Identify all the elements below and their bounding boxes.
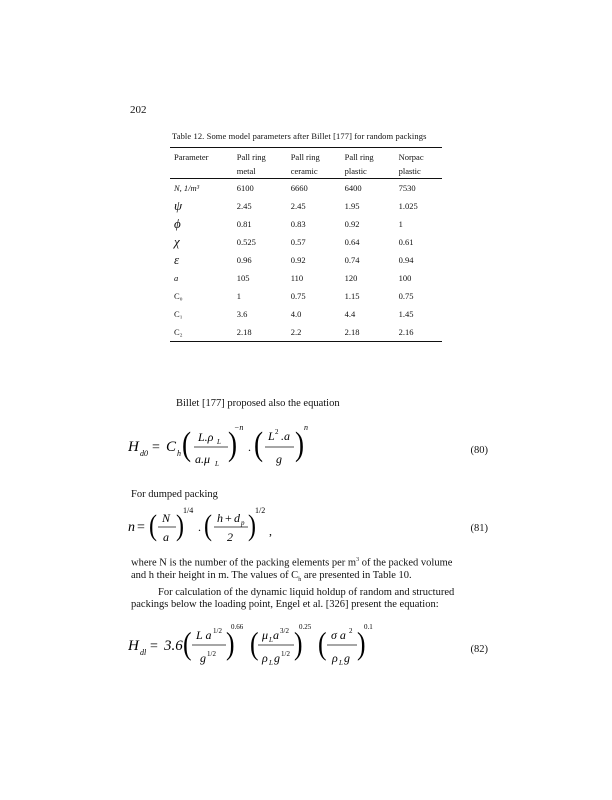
- table-row: [170, 215, 442, 233]
- svg-text:+: +: [225, 511, 232, 525]
- svg-text:ρ: ρ: [332, 651, 338, 665]
- text-line: [131, 599, 483, 612]
- header-cell: metal: [233, 164, 287, 179]
- svg-text:a: a: [273, 628, 279, 642]
- table-row: [170, 323, 442, 342]
- equation-number: (82): [470, 644, 488, 655]
- text-line: [131, 570, 483, 587]
- svg-text:d: d: [234, 511, 240, 525]
- svg-text:1/4: 1/4: [183, 506, 194, 515]
- equation-82-formula: [128, 620, 458, 675]
- param-cell: ψ: [174, 198, 183, 213]
- svg-text:μ: μ: [262, 628, 269, 642]
- value-cell: 4.4: [344, 309, 356, 319]
- header-cell: Norpac: [398, 152, 424, 162]
- svg-text:L.ρ: L.ρ: [198, 430, 214, 444]
- equation-81: [128, 505, 488, 550]
- svg-text:): ): [248, 508, 256, 542]
- text-span: and h their height in m. The values of C: [131, 570, 299, 581]
- svg-text:d0: d0: [140, 449, 148, 458]
- value-cell: 7530: [398, 183, 416, 193]
- value-cell: 2.45: [236, 201, 252, 211]
- value-cell: 6400: [344, 183, 362, 193]
- svg-text:n: n: [128, 520, 135, 535]
- svg-text:−n: −n: [234, 423, 244, 432]
- text-span: where N is the number of the packing elements per m: [131, 557, 357, 569]
- table-row: [170, 197, 442, 215]
- value-cell: 120: [344, 273, 358, 283]
- value-cell: 1.15: [344, 291, 360, 301]
- svg-text:): ): [226, 626, 235, 662]
- value-cell: 1.45: [398, 309, 414, 319]
- equation-80: [128, 418, 488, 478]
- svg-text:dl: dl: [140, 648, 147, 657]
- svg-text:): ): [294, 626, 303, 662]
- svg-text:h: h: [217, 511, 223, 525]
- value-cell: 2.16: [398, 327, 414, 337]
- value-cell: 105: [236, 273, 250, 283]
- svg-text:(: (: [183, 626, 192, 662]
- svg-text:0.1: 0.1: [364, 623, 373, 631]
- svg-text:L: L: [339, 659, 343, 667]
- svg-text:): ): [176, 508, 184, 542]
- svg-text:.: .: [198, 520, 201, 534]
- svg-text:g: g: [274, 651, 280, 665]
- parameters-table: [170, 147, 442, 342]
- header-cell: Pall ring: [236, 152, 266, 162]
- param-cell: N, 1/m³: [174, 183, 200, 193]
- value-cell: 0.74: [344, 255, 360, 265]
- param-cell: C₀: [174, 291, 183, 301]
- svg-text:L: L: [215, 460, 219, 468]
- svg-text:h: h: [177, 449, 181, 458]
- svg-text:3/2: 3/2: [280, 627, 289, 635]
- header-cell: ceramic: [287, 164, 341, 179]
- svg-text:(: (: [204, 508, 212, 542]
- value-cell: 2.45: [290, 201, 306, 211]
- value-cell: 1: [236, 291, 242, 301]
- equation-81-formula: [128, 505, 458, 550]
- svg-text:σ a: σ a: [331, 628, 346, 642]
- svg-text:n: n: [304, 423, 308, 432]
- svg-text:H: H: [128, 638, 139, 654]
- svg-text:): ): [228, 425, 238, 463]
- paragraph-dumped: For dumped packing: [131, 489, 218, 500]
- table-header-row: [170, 148, 442, 165]
- svg-text:(: (: [250, 626, 259, 662]
- svg-text:H: H: [128, 439, 139, 455]
- svg-text:g: g: [344, 651, 350, 665]
- header-cell: [170, 164, 233, 179]
- svg-text:0.66: 0.66: [231, 623, 244, 631]
- value-cell: 6100: [236, 183, 254, 193]
- svg-text:): ): [357, 626, 366, 662]
- table-row: [170, 269, 442, 287]
- table-row: [170, 251, 442, 269]
- header-cell: Pall ring: [290, 152, 320, 162]
- svg-text:N: N: [162, 511, 171, 525]
- svg-text:3.6: 3.6: [164, 638, 183, 654]
- param-cell: C₁: [174, 309, 183, 319]
- svg-text:2: 2: [275, 428, 279, 436]
- value-cell: 0.92: [290, 255, 306, 265]
- text-span: of the packed volume: [359, 557, 453, 569]
- value-cell: 0.61: [398, 237, 414, 247]
- superscript: 3: [356, 557, 360, 563]
- svg-text:L: L: [269, 636, 273, 644]
- value-cell: 1: [398, 219, 403, 229]
- param-cell: C₂: [174, 327, 183, 337]
- header-cell: plastic: [341, 164, 395, 179]
- svg-text:(: (: [182, 425, 192, 463]
- value-cell: 2.18: [236, 327, 252, 337]
- svg-text:(: (: [149, 508, 157, 542]
- svg-text:1/2: 1/2: [281, 650, 290, 658]
- param-cell: ε: [174, 252, 180, 267]
- value-cell: 2.2: [290, 327, 302, 337]
- param-cell: ϕ: [174, 216, 181, 231]
- svg-text:a: a: [163, 530, 169, 544]
- value-cell: 0.92: [344, 219, 360, 229]
- text-span: For calculation of the dynamic liquid holdup of random and structured: [158, 586, 455, 598]
- table-caption: Table 12. Some model parameters after Billet [177] for random packings: [172, 131, 427, 141]
- table-row: [170, 179, 442, 198]
- table-row: [170, 233, 442, 251]
- svg-text:.a: .a: [281, 429, 290, 443]
- text-line: [131, 587, 483, 600]
- value-cell: 3.6: [236, 309, 248, 319]
- svg-text:1/2: 1/2: [255, 506, 266, 515]
- header-cell: Parameter: [174, 152, 209, 162]
- svg-text:=: =: [150, 639, 158, 654]
- value-cell: 110: [290, 273, 304, 283]
- param-cell: a: [174, 273, 179, 283]
- value-cell: 6660: [290, 183, 308, 193]
- svg-text:=: =: [152, 440, 160, 455]
- value-cell: 0.96: [236, 255, 252, 265]
- value-cell: 1.95: [344, 201, 360, 211]
- svg-text:L: L: [268, 429, 275, 443]
- svg-text:ρ: ρ: [262, 651, 268, 665]
- value-cell: 2.18: [344, 327, 360, 337]
- header-cell: plastic: [395, 164, 442, 179]
- table-header-row: [170, 164, 442, 179]
- table-row: [170, 287, 442, 305]
- header-cell: Pall ring: [344, 152, 374, 162]
- svg-text:.: .: [248, 440, 251, 454]
- svg-text:p: p: [241, 519, 245, 527]
- text-line: [131, 554, 483, 570]
- value-cell: 0.75: [398, 291, 414, 301]
- text-span: are presented in Table 10.: [301, 570, 412, 581]
- svg-text:C: C: [166, 439, 177, 455]
- svg-text:(: (: [318, 626, 327, 662]
- equation-82: [128, 620, 488, 675]
- svg-text:L: L: [217, 438, 221, 446]
- text-span: packings below the loading point, Engel et al. [326] present the equation:: [131, 599, 439, 611]
- svg-text:=: =: [137, 520, 145, 535]
- param-cell: χ: [174, 234, 180, 249]
- svg-text:(: (: [254, 425, 264, 463]
- value-cell: 0.525: [236, 237, 256, 247]
- svg-text:g: g: [276, 452, 282, 466]
- svg-text:0.25: 0.25: [299, 623, 312, 631]
- value-cell: 0.94: [398, 255, 414, 265]
- value-cell: 0.64: [344, 237, 360, 247]
- svg-text:1/2: 1/2: [207, 650, 216, 658]
- svg-text:2: 2: [349, 627, 353, 635]
- equation-80-formula: [128, 418, 458, 478]
- svg-text:L: L: [269, 659, 273, 667]
- svg-text:1/2: 1/2: [213, 627, 222, 635]
- svg-text:,: ,: [269, 524, 272, 538]
- table-row: [170, 305, 442, 323]
- svg-text:L a: L a: [196, 628, 212, 642]
- value-cell: 0.57: [290, 237, 306, 247]
- page-number: 202: [130, 104, 147, 116]
- svg-text:a.μ: a.μ: [195, 452, 211, 466]
- paragraph-where: [131, 554, 483, 612]
- value-cell: 0.83: [290, 219, 306, 229]
- equation-number: (81): [470, 523, 488, 534]
- svg-text:g: g: [200, 651, 206, 665]
- paragraph-billet: Billet [177] proposed also the equation: [176, 398, 340, 409]
- value-cell: 1.025: [398, 201, 418, 211]
- value-cell: 0.75: [290, 291, 306, 301]
- svg-text:2: 2: [227, 530, 233, 544]
- equation-number: (80): [470, 445, 488, 456]
- svg-text:): ): [295, 425, 305, 463]
- value-cell: 0.81: [236, 219, 252, 229]
- value-cell: 4.0: [290, 309, 302, 319]
- value-cell: 100: [398, 273, 412, 283]
- subscript: h: [298, 577, 302, 584]
